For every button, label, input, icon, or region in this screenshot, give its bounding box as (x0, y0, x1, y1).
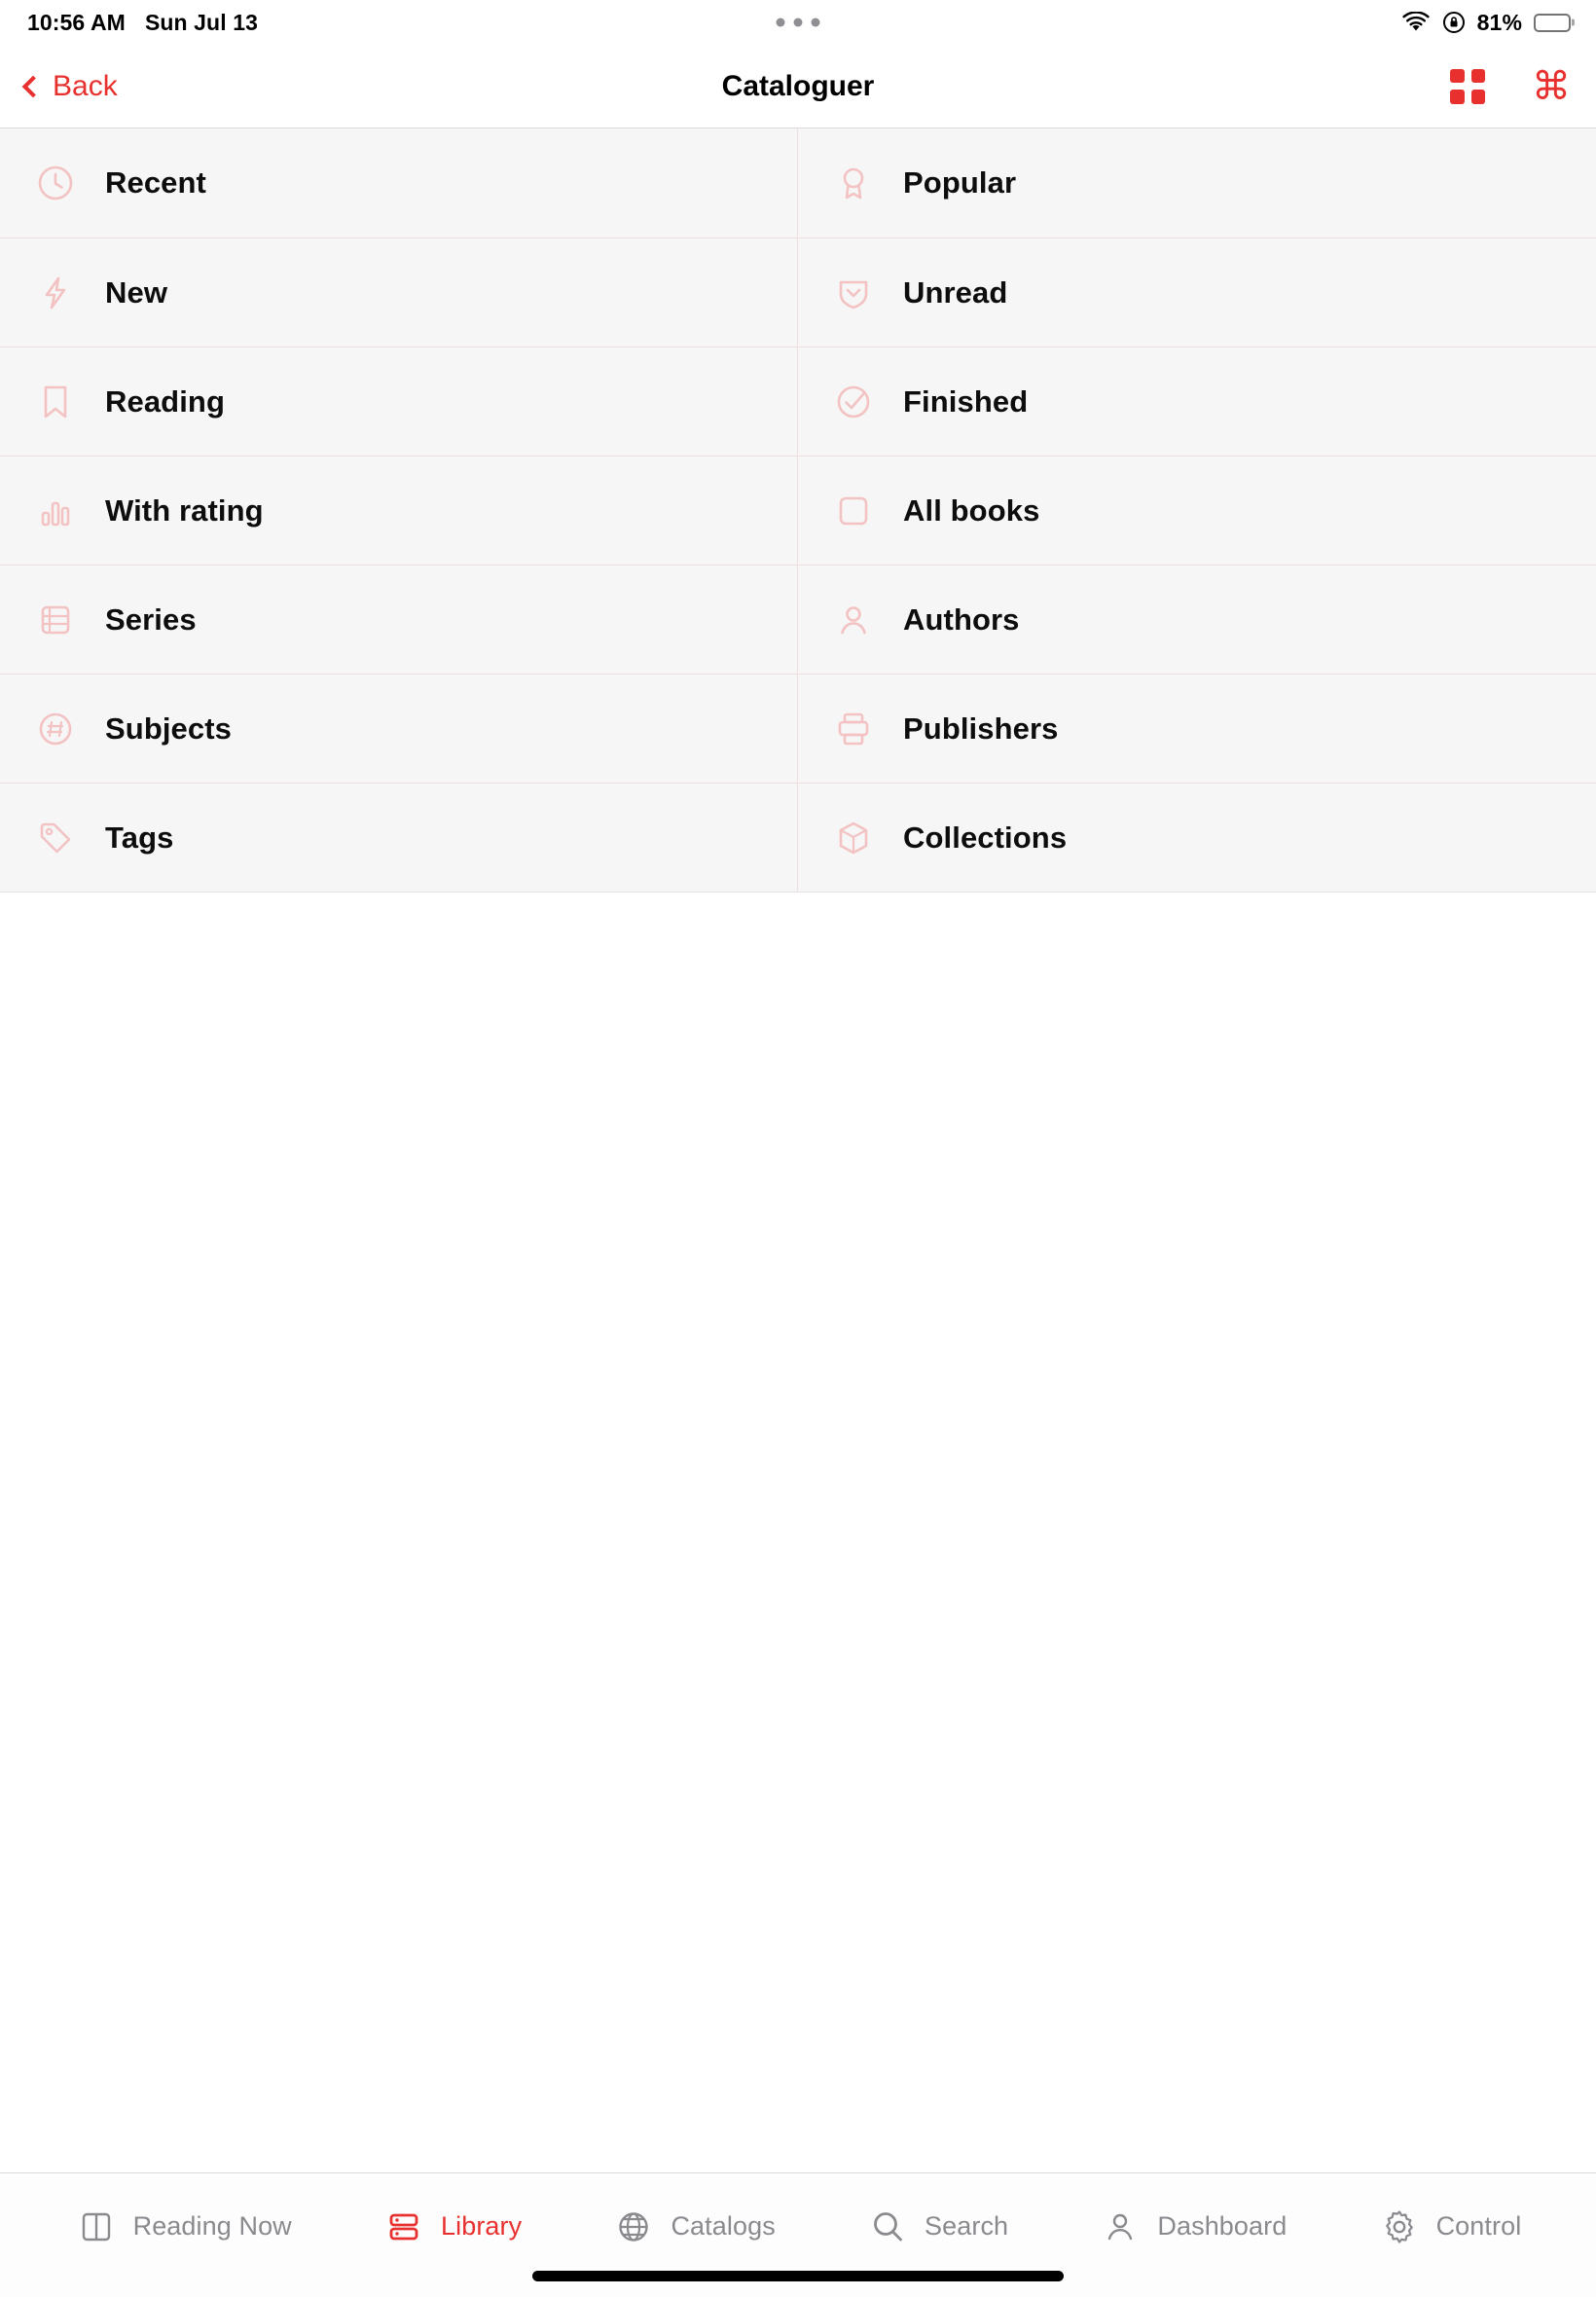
back-button-label: Back (53, 69, 118, 102)
tab-catalogs[interactable] (612, 2206, 775, 2248)
hash-circle-icon (33, 707, 78, 751)
status-right (1401, 10, 1571, 36)
catalog-item-all-books[interactable] (798, 456, 1596, 565)
tab-search[interactable] (866, 2206, 1008, 2248)
page-title: Cataloguer (721, 69, 875, 102)
catalog-item-popular[interactable] (798, 128, 1596, 237)
tab-label: Dashboard (1157, 2211, 1288, 2241)
gear-icon (1378, 2206, 1421, 2248)
chevron-left-icon (22, 75, 45, 97)
bar-chart-icon (33, 489, 78, 533)
bookmark-icon (33, 380, 78, 424)
wifi-icon (1401, 12, 1431, 33)
film-grid-icon (33, 598, 78, 642)
tab-label: Library (441, 2211, 523, 2241)
library-icon (382, 2206, 425, 2248)
dot-3 (812, 18, 820, 27)
catalog-item-label: Popular (903, 165, 1017, 200)
status-bar (0, 0, 1596, 45)
catalog-item-finished[interactable] (798, 346, 1596, 456)
catalog-item-label: Authors (903, 602, 1020, 637)
catalog-item-tags[interactable] (0, 783, 798, 892)
battery-icon (1534, 14, 1571, 32)
award-ribbon-icon (831, 161, 876, 205)
dot-1 (777, 18, 785, 27)
cube-icon (831, 816, 876, 860)
bolt-icon (33, 271, 78, 315)
tab-reading-now[interactable] (75, 2206, 292, 2248)
catalog-item-label: Reading (105, 383, 225, 419)
catalog-item-label: New (105, 274, 168, 310)
catalog-item-label: Tags (105, 820, 174, 855)
catalog-item-label: Series (105, 602, 197, 637)
catalog-item-subjects[interactable] (0, 674, 798, 783)
book-icon (75, 2206, 118, 2248)
catalog-item-label: Collections (903, 820, 1068, 855)
tab-label: Control (1435, 2211, 1522, 2241)
catalog-item-label: Recent (105, 165, 206, 200)
search-icon (866, 2206, 909, 2248)
status-date: Sun Jul 13 (144, 9, 258, 35)
tab-control[interactable] (1378, 2206, 1522, 2248)
catalog-item-series[interactable] (0, 565, 798, 674)
nav-actions (1450, 64, 1571, 108)
clock-icon (33, 161, 78, 205)
catalog-list-container (0, 128, 1596, 2172)
dot-2 (794, 18, 803, 27)
catalog-item-new[interactable] (0, 237, 798, 346)
shield-chevron-down-icon (831, 271, 876, 315)
square-icon (831, 489, 876, 533)
catalog-item-authors[interactable] (798, 565, 1596, 674)
globe-icon (612, 2206, 655, 2248)
battery-percent: 81% (1476, 9, 1522, 35)
catalog-item-publishers[interactable] (798, 674, 1596, 783)
tab-library[interactable] (382, 2206, 522, 2248)
printer-icon (831, 707, 876, 751)
dynamic-island-dots (777, 18, 820, 27)
command-icon[interactable]: ⌘ (1532, 64, 1571, 108)
catalog-item-label: All books (903, 492, 1040, 528)
catalog-item-unread[interactable] (798, 237, 1596, 346)
catalog-grid (0, 128, 1596, 893)
catalog-item-label: Unread (903, 274, 1008, 310)
catalog-item-collections[interactable] (798, 783, 1596, 892)
person-icon (1099, 2206, 1142, 2248)
status-left (27, 10, 258, 36)
tab-label: Search (925, 2211, 1009, 2241)
back-button[interactable] (25, 70, 118, 103)
home-indicator[interactable] (532, 2271, 1064, 2281)
checkmark-circle-icon (831, 380, 876, 424)
tab-label: Catalogs (671, 2211, 776, 2241)
catalog-item-reading[interactable] (0, 346, 798, 456)
tab-dashboard[interactable] (1099, 2206, 1287, 2248)
rotation-lock-icon (1442, 11, 1466, 34)
person-icon (831, 598, 876, 642)
status-time: 10:56 AM (27, 9, 126, 35)
catalog-item-with-rating[interactable] (0, 456, 798, 565)
navigation-bar (0, 45, 1596, 128)
catalog-item-label: With rating (105, 492, 264, 528)
tab-label: Reading Now (132, 2211, 292, 2241)
catalog-item-label: Finished (903, 383, 1029, 419)
catalog-item-label: Publishers (903, 711, 1059, 746)
catalog-item-label: Subjects (105, 711, 233, 746)
grid-view-icon[interactable] (1450, 69, 1485, 104)
catalog-item-recent[interactable] (0, 128, 798, 237)
tag-icon (33, 816, 78, 860)
